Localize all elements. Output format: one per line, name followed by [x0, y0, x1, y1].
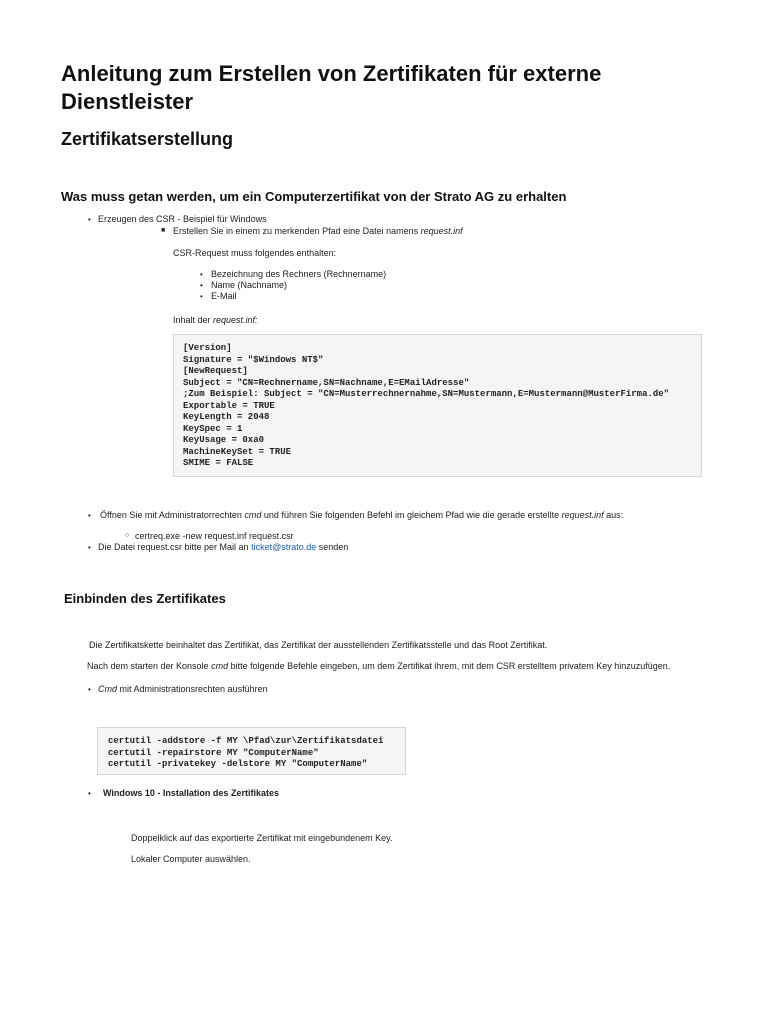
list-item-csr: Erzeugen des CSR - Beispiel für Windows — [98, 214, 267, 224]
bullet-icon: • — [88, 789, 91, 798]
code-line: [Version] — [183, 343, 232, 353]
step-doppelklick: Doppelklick auf das exportierte Zertifikat mit eingebundenem Key. — [131, 833, 393, 843]
page-title: Anleitung zum Erstellen von Zertifikaten für externe Dienstleister — [61, 61, 602, 114]
csr-item: Name (Nachname) — [211, 280, 288, 290]
code-line: KeyLength = 2048 — [183, 412, 270, 422]
section-heading-einbinden: Einbinden des Zertifikates — [64, 591, 226, 606]
inhalt-text: Inhalt der request.inf: — [173, 315, 258, 325]
section-heading-computerzertifikat: Was muss getan werden, um ein Computerzertifikat von der Strato AG zu erhalten — [61, 189, 567, 204]
code-line: certutil -repairstore MY "ComputerName" — [108, 747, 319, 758]
list-item-create-file: Erstellen Sie in einem zu merkenden Pfad eine Datei namens request.inf — [173, 226, 463, 236]
code-line: ;Zum Beispiel: Subject = "CN=Musterrechnernahme,SN=Mustermann,E=Mustermann@MusterFirma.de" — [183, 389, 670, 399]
paragraph-konsole: Nach dem starten der Konsole cmd bitte folgende Befehle eingeben, um dem Zertifikat ihrem, mit dem CSR erstelltem privatem Key hinzuzufügen. — [87, 661, 671, 671]
email-link[interactable]: ticket@strato.de — [251, 542, 317, 552]
code-line: SMIME = FALSE — [183, 458, 254, 468]
csr-intro-text: CSR-Request muss folgendes enthalten: — [173, 248, 337, 258]
code-line: Signature = "$Windows NT$" — [183, 354, 324, 365]
code-line: Exportable = TRUE — [183, 400, 275, 411]
step-lokaler-computer: Lokaler Computer auswählen. — [131, 854, 251, 864]
bullet-icon: • — [200, 292, 203, 301]
bullet-icon: • — [200, 281, 203, 290]
list-item-run-certreq: Öffnen Sie mit Administratorrechten cmd und führen Sie folgenden Befehl im gleichem Pfad wie die gerade erstellte request.inf aus: — [100, 510, 624, 520]
circle-bullet-icon: ○ — [125, 532, 130, 539]
bullet-icon: • — [88, 215, 91, 224]
request-inf-code-block — [173, 334, 702, 477]
csr-item: E-Mail — [211, 291, 237, 301]
code-line: MachineKeySet = TRUE — [183, 446, 292, 457]
paragraph-zertifikatskette: Die Zertifikatskette beinhaltet das Zertifikat, das Zertifikat der ausstellenden Zertifikatsstelle und das Root Zertifikat. — [89, 640, 548, 650]
csr-item: Bezeichnung des Rechners (Rechnername) — [211, 269, 387, 279]
bullet-icon: • — [88, 543, 91, 552]
code-line: KeySpec = 1 — [183, 423, 243, 434]
list-item-send-mail: Die Datei request.csr bitte per Mail an ticket@strato.de senden — [98, 542, 349, 552]
list-item-windows10: Windows 10 - Installation des Zertifikates — [103, 788, 279, 798]
code-line: KeyUsage = 0xa0 — [183, 435, 265, 445]
page-subtitle: Zertifikatserstellung — [61, 129, 234, 149]
bullet-icon: • — [88, 511, 91, 520]
code-line: Subject = "CN=Rechnername,SN=Nachname,E=EMailAdresse" — [183, 377, 470, 388]
code-line: [NewRequest] — [183, 366, 248, 376]
bullet-icon: • — [200, 270, 203, 279]
certutil-code-block — [97, 727, 406, 775]
square-bullet-icon: ■ — [161, 227, 166, 234]
certreq-command: certreq.exe -new request.inf request.csr — [135, 531, 294, 541]
code-line: certutil -privatekey -delstore MY "ComputerName" — [108, 759, 368, 769]
list-item-cmd-admin: Cmd mit Administrationsrechten ausführen — [98, 684, 268, 694]
code-line: certutil -addstore -f MY \Pfad\zur\Zertifikatsdatei — [108, 736, 384, 746]
bullet-icon: • — [88, 685, 91, 694]
